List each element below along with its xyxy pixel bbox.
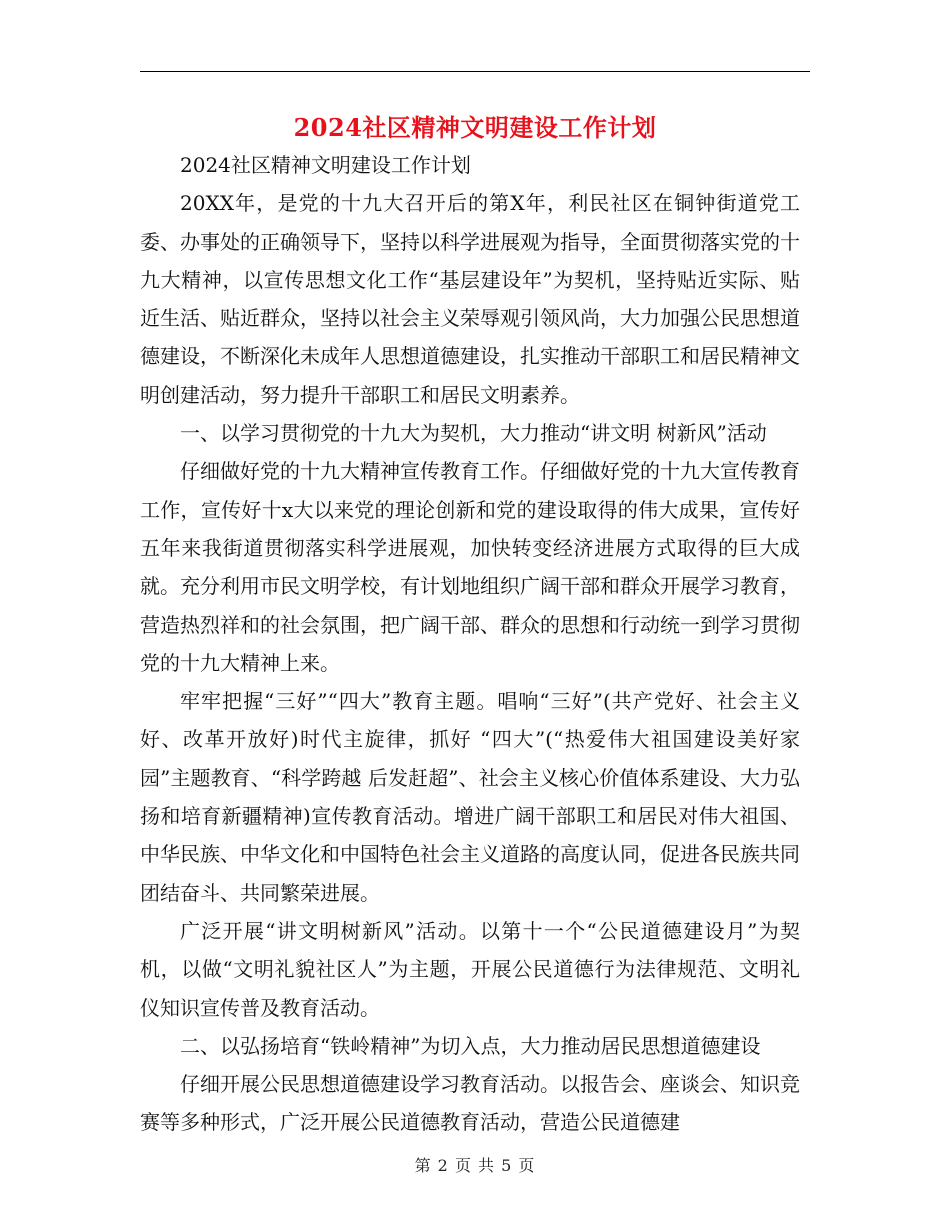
body-paragraph: 20XX年，是党的十九大召开后的第X年，利民社区在铜钟街道党工委、办事处的正确领导下，坚持以科学进展观为指导，全面贯彻落实党的十九大精神，以宣传思想文化工作“基层建设年”为契机，坚持贴近实际、贴近生活、贴近群众，坚持以社会主义荣辱观引领风尚，大力加强公民思想道德建设，不断深化未成年人思想道德建设，扎实推动干部职工和居民精神文明创建活动，努力提升干部职工和居民文明素养。 (140, 191, 800, 407)
body-paragraph: 仔细做好党的十九大精神宣传教育工作。仔细做好党的十九大宣传教育工作，宣传好十x大以来党的理论创新和党的建设取得的伟大成果，宣传好五年来我街道贯彻落实科学进展观，加快转变经济进展方式取得的巨大成就。充分利用市民文明学校，有计划地组织广阔干部和群众开展学习教育，营造热烈祥和的社会氛围，把广阔干部、群众的思想和行动统一到学习贯彻党的十九大精神上来。 (140, 459, 800, 675)
body-paragraph: 2024社区精神文明建设工作计划 (180, 153, 471, 177)
header-rule (140, 71, 810, 72)
body-paragraph: 广泛开展“讲文明树新风”活动。以第十一个“公民道德建设月”为契机，以做“文明礼貌社区人”为主题，开展公民道德行为法律规范、文明礼仪知识宣传普及教育活动。 (140, 918, 800, 1020)
section-heading: 二、以弘扬培育“铁岭精神”为切入点，大力推动居民思想道德建设 (180, 1033, 761, 1058)
document-body (140, 146, 800, 1142)
section-heading: 一、以学习贯彻党的十九大为契机，大力推动“讲文明 树新风”活动 (180, 421, 767, 446)
page-footer: 第 2 页 共 5 页 (414, 1156, 536, 1175)
body-paragraph: 仔细开展公民思想道德建设学习教育活动。以报告会、座谈会、知识竞赛等多种形式，广泛开展公民道德教育活动，营造公民道德建 (140, 1072, 800, 1135)
body-paragraph: 牢牢把握“三好”“四大”教育主题。唱响“三好”(共产党好、社会主义好、改革开放好)时代主旋律，抓好 “四大”(“热爱伟大祖国建设美好家园”主题教育、“科学跨越 后发赶超”、社会主义核心价值体系建设、大力弘扬和培育新疆精神)宣传教育活动。增进广阔干部职工和居民对伟大祖国、中华民族、中华文化和中国特色社会主义道路的高度认同，促进各民族共同团结奋斗、共同繁荣进展。 (140, 689, 800, 905)
document-title: 2024社区精神文明建设工作计划 (293, 113, 657, 142)
